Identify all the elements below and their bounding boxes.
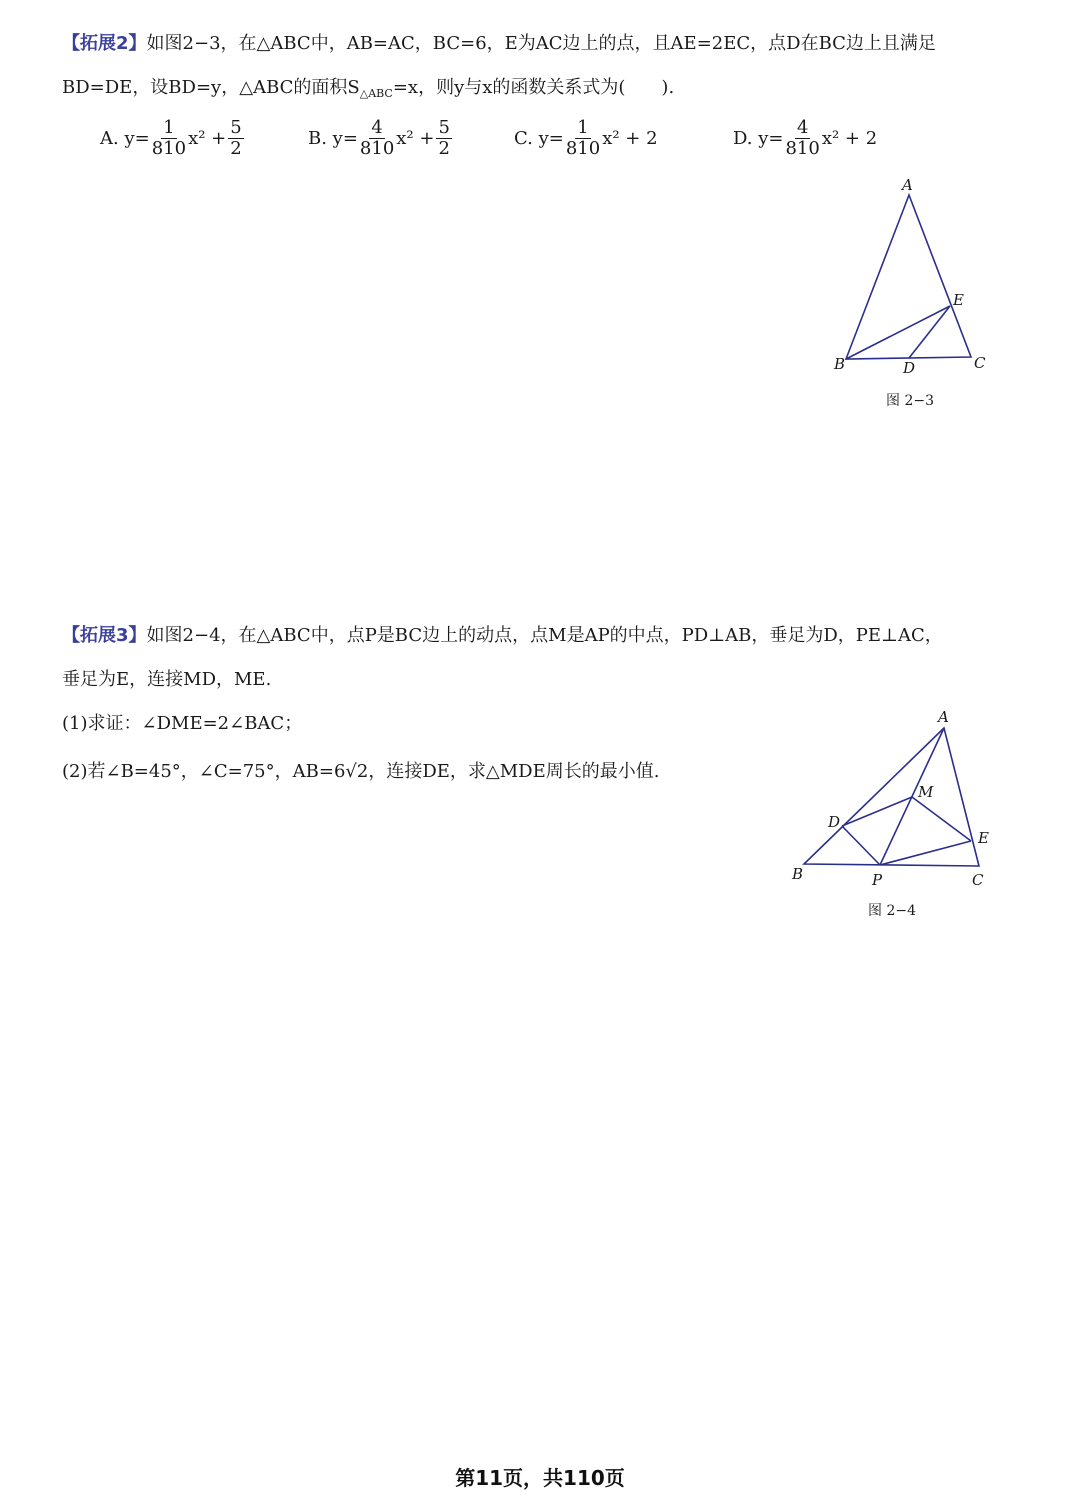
page-footer: 第11页，共110页 <box>455 1466 625 1490</box>
choice-a[interactable] <box>100 118 246 159</box>
choice-b-den: 810 <box>359 138 395 159</box>
ext2-area-subscript: △ABC <box>359 87 393 100</box>
fig23-triangle-abc <box>846 195 971 359</box>
choice-d-label: D. y= <box>733 128 784 149</box>
ext2-tag: 【拓展2】 <box>62 33 147 54</box>
choice-b-den2: 2 <box>438 138 450 159</box>
choice-d[interactable] <box>733 118 877 159</box>
choice-c-label: C. y= <box>514 128 564 149</box>
fig24-segment-me <box>912 797 971 841</box>
fig23-segment-de <box>909 306 950 358</box>
fig24-caption: 图 2−4 <box>868 903 916 919</box>
choice-b-tail: x² + <box>396 128 435 149</box>
choice-b-frac <box>360 118 394 159</box>
ext3-question-2: (2)若∠B=45°，∠C=75°，AB=6√2，连接DE，求△MDE周长的最小值. <box>62 761 660 782</box>
choice-b[interactable] <box>308 118 454 159</box>
choice-c-num: 1 <box>577 117 589 138</box>
choice-c[interactable] <box>514 118 658 159</box>
fig24-label-m: M <box>918 783 934 801</box>
ext3-tag: 【拓展3】 <box>62 625 147 646</box>
fig24-label-d: D <box>828 813 841 831</box>
choice-a-frac <box>152 118 186 159</box>
ext2-line-1 <box>62 29 936 59</box>
fig23-label-b: B <box>834 355 846 373</box>
ext3-question-1: (1)求证：∠DME=2∠BAC； <box>62 713 303 734</box>
fig24-segment-md <box>842 797 912 826</box>
choice-a-frac2 <box>228 118 243 159</box>
fig24-label-b: B <box>792 865 804 883</box>
figure-2-3 <box>820 170 1020 380</box>
choice-d-num: 4 <box>796 117 809 138</box>
fig24-segment-pd <box>842 826 880 865</box>
choice-d-tail: x² + 2 <box>821 128 878 149</box>
choice-c-frac <box>566 118 600 159</box>
fig23-label-a: A <box>902 176 913 194</box>
fig23-segment-be <box>846 306 950 359</box>
fig23-label-e: E <box>953 291 964 309</box>
choice-a-num2: 5 <box>230 117 242 138</box>
fig24-segment-pe <box>880 841 971 865</box>
ext2-line-2 <box>62 73 674 109</box>
ext3-text-1: 如图2−4，在△ABC中，点P是BC边上的动点，点M是AP的中点，PD⊥AB，垂足为D，PE⊥AC， <box>146 625 943 646</box>
ext3-line-1 <box>62 621 943 651</box>
fig24-label-c: C <box>972 871 984 889</box>
fig23-caption: 图 2−3 <box>886 393 934 409</box>
choice-b-label: B. y= <box>308 128 358 149</box>
ext3-line-2: 垂足为E，连接MD，ME. <box>62 669 272 690</box>
choice-d-den: 810 <box>785 138 820 159</box>
fig24-label-p: P <box>872 871 883 889</box>
choice-b-num: 4 <box>371 117 383 138</box>
choice-a-num: 1 <box>163 117 175 138</box>
choice-b-num2: 5 <box>438 117 450 138</box>
choice-b-frac2 <box>436 118 451 159</box>
fig24-label-a: A <box>938 708 949 726</box>
fig24-label-e: E <box>978 829 989 847</box>
fig23-label-d: D <box>903 359 916 377</box>
fig24-segment-ap <box>880 728 944 865</box>
ext2-text-2b: =x，则y与x的函数关系式为( ). <box>392 77 675 98</box>
figure-2-4 <box>780 700 1010 900</box>
choice-a-den2: 2 <box>230 138 242 159</box>
choice-c-den: 810 <box>565 138 601 159</box>
choice-a-label: A. y= <box>100 128 150 149</box>
fig23-label-c: C <box>974 354 986 372</box>
ext2-text-1: 如图2−3，在△ABC中，AB=AC，BC=6，E为AC边上的点，且AE=2EC，点D在BC边上且满足 <box>146 33 936 54</box>
choice-c-tail: x² + 2 <box>602 128 658 149</box>
choice-a-tail: x² + <box>188 128 227 149</box>
ext2-text-2a: BD=DE，设BD=y，△ABC的面积S <box>62 77 360 98</box>
choice-d-frac <box>785 118 819 159</box>
choice-a-den: 810 <box>151 138 187 159</box>
